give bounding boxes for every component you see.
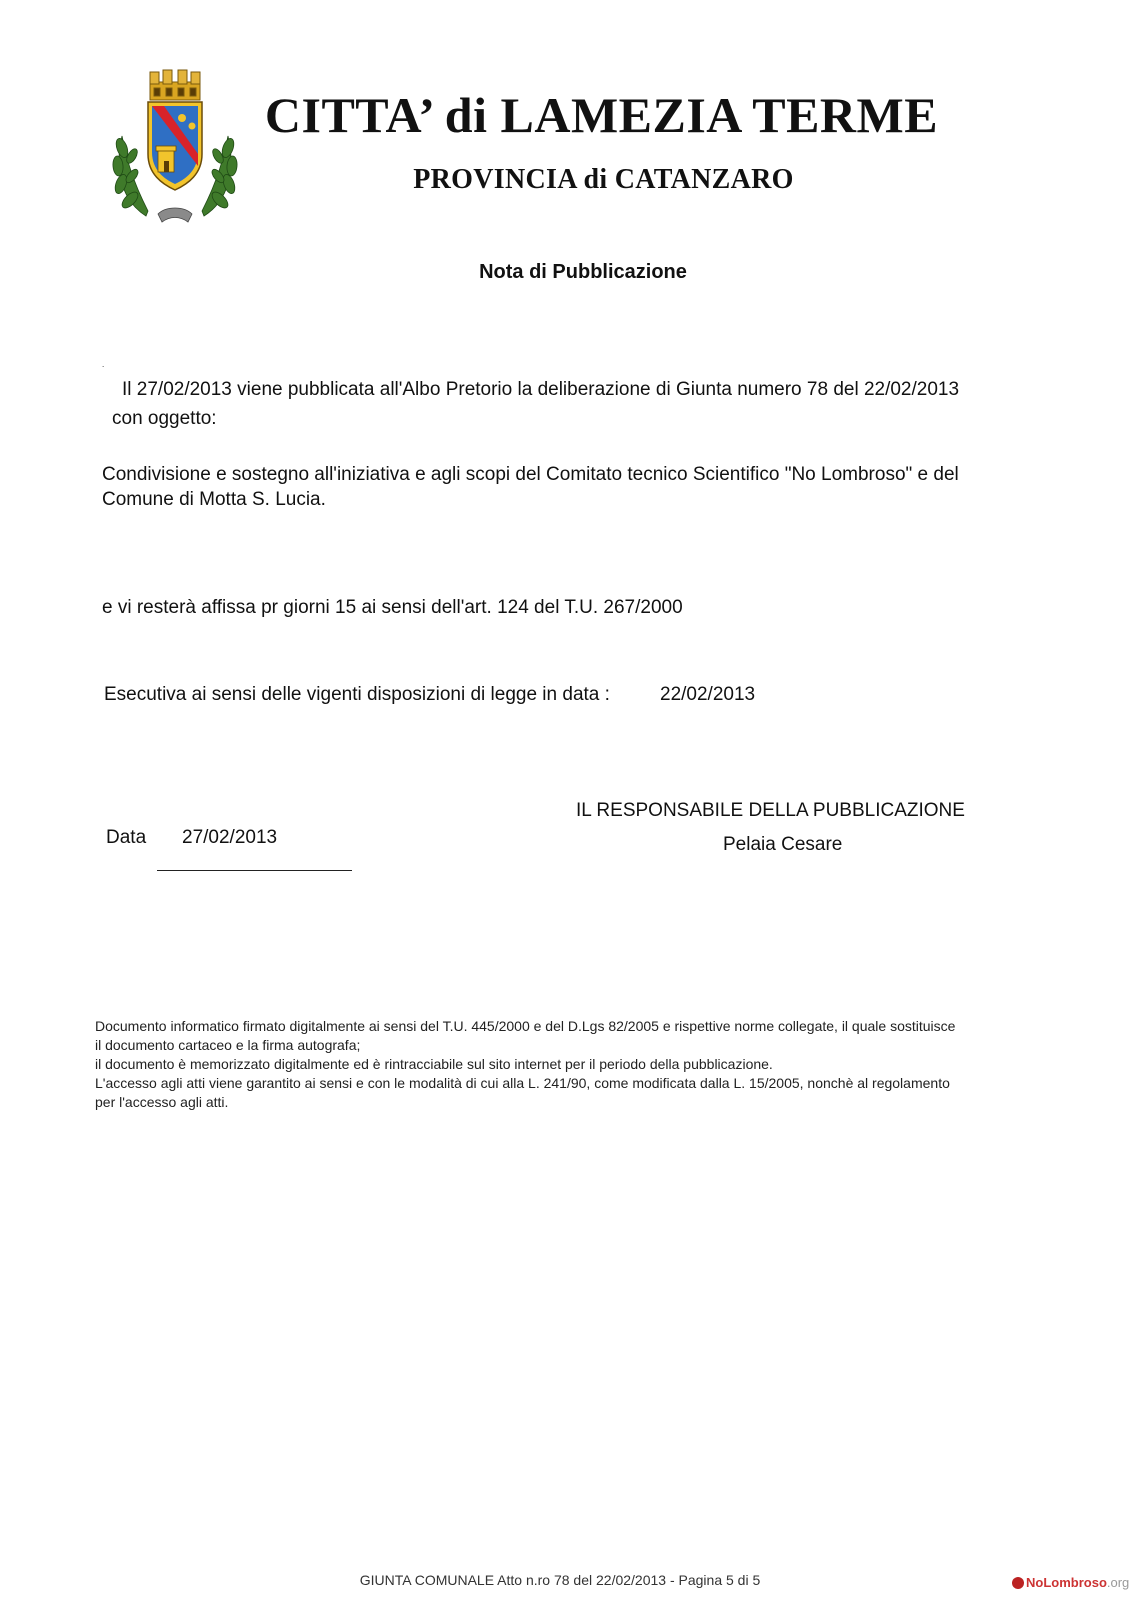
- watermark-logo-icon: [1012, 1577, 1024, 1589]
- notice-line-1: Documento informatico firmato digitalmente ai sensi del T.U. 445/2000 e del D.Lgs 82/2005 e rispettive norme collegate, il quale sostituisce: [95, 1018, 956, 1034]
- page-footer: GIUNTA COMUNALE Atto n.ro 78 del 22/02/2013 - Pagina 5 di 5: [359, 1572, 761, 1588]
- subject-line-1: Condivisione e sostegno all'iniziativa e agli scopi del Comitato tecnico Scientifico "No Lombroso" e del: [102, 464, 959, 485]
- watermark-tld: .org: [1106, 1575, 1130, 1590]
- notice-line-4: L'accesso agli atti viene garantito ai sensi e con le modalità di cui alla L. 241/90, come modificata dalla L. 15/2005, nonchè al regolamento: [95, 1075, 950, 1091]
- date-value: 27/02/2013: [182, 827, 278, 848]
- responsible-name: Pelaia Cesare: [723, 834, 843, 855]
- subject-line-2: Comune di Motta S. Lucia.: [102, 489, 326, 510]
- publication-line-2: con oggetto:: [112, 408, 217, 429]
- document-title: Nota di Pubblicazione: [479, 261, 687, 283]
- executive-date: 22/02/2013: [660, 684, 756, 705]
- stray-mark: .: [102, 360, 105, 369]
- province-subtitle: PROVINCIA di CATANZARO: [413, 164, 794, 195]
- date-label: Data: [106, 827, 147, 848]
- notice-line-5: per l'accesso agli atti.: [95, 1094, 229, 1110]
- notice-line-2: il documento cartaceo e la firma autografa;: [95, 1037, 361, 1053]
- watermark-brand: NoLombroso: [1026, 1575, 1107, 1590]
- publication-line-1: Il 27/02/2013 viene pubblicata all'Albo Pretorio la deliberazione di Giunta numero 78 del 22/02/2013: [122, 379, 960, 400]
- notice-line-3: il documento è memorizzato digitalmente ed è rintracciabile sul sito internet per il periodo della pubblicazione.: [95, 1056, 773, 1072]
- date-underline: [157, 870, 352, 871]
- responsible-title: IL RESPONSABILE DELLA PUBBLICAZIONE: [576, 800, 965, 821]
- watermark: [1012, 1575, 1129, 1590]
- city-title: CITTA’ di LAMEZIA TERME: [264, 87, 939, 143]
- posting-text: e vi resterà affissa pr giorni 15 ai sensi dell'art. 124 del T.U. 267/2000: [102, 597, 683, 618]
- executive-label: Esecutiva ai sensi delle vigenti disposizioni di legge in data :: [104, 684, 610, 705]
